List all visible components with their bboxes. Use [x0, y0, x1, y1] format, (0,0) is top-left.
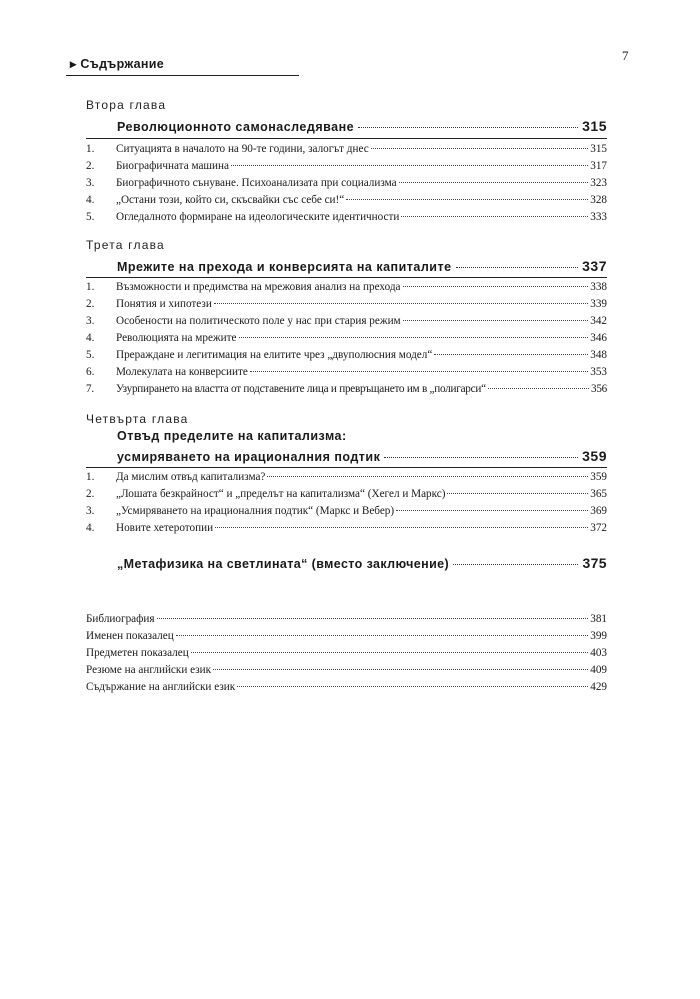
chapter-title-text: Мрежите на прехода и конверсията на капиталите [117, 260, 452, 274]
chapter-title-text: усмиряването на ирационалния подтик [117, 450, 381, 464]
toc-item[interactable] [86, 281, 607, 297]
item-number: 5. [86, 349, 95, 361]
item-page: 372 [590, 522, 607, 534]
back-matter-title: Предметен показалец [86, 647, 189, 659]
back-matter-item[interactable] [86, 664, 607, 676]
conclusion-page: 375 [582, 555, 607, 571]
item-page: 323 [590, 177, 607, 189]
toc-item[interactable] [86, 522, 607, 538]
chapter-page: 359 [582, 448, 607, 464]
toc-item[interactable] [86, 315, 607, 331]
leader-dots [176, 635, 589, 636]
item-number: 1. [86, 281, 95, 293]
item-page: 348 [590, 349, 607, 361]
leader-dots [213, 669, 588, 670]
chapter-page: 315 [582, 118, 607, 134]
toc-item[interactable] [86, 160, 607, 176]
chapter-label: Втора глава [86, 98, 167, 112]
header-label: ▸ Съдържание [70, 57, 164, 71]
back-matter-title: Резюме на английски език [86, 664, 212, 676]
header-rule [66, 75, 299, 76]
leader-dots [250, 371, 588, 372]
item-page: 369 [590, 505, 607, 517]
item-number: 4. [86, 522, 95, 534]
item-page: 339 [590, 298, 607, 310]
conclusion-title: „Метафизика на светлината“ (вместо заключение) [117, 557, 450, 571]
item-number: 4. [86, 194, 95, 206]
item-title: Узурпирането на властта от подставените лица и превръщането им в „полигарси“ [116, 383, 486, 395]
chapter-title-line1: Отвъд пределите на капитализма: [117, 429, 347, 443]
toc-item[interactable] [86, 505, 607, 521]
item-number: 5. [86, 211, 95, 223]
chapter-rule [86, 277, 607, 278]
back-matter-page: 381 [590, 613, 607, 625]
toc-item[interactable] [86, 177, 607, 193]
item-title: Биографичното сънуване. Психоанализата при социализма [116, 177, 397, 189]
leader-dots [403, 286, 589, 287]
item-title: Революцията на мрежите [116, 332, 237, 344]
toc-item[interactable] [86, 366, 607, 382]
leader-dots [401, 216, 588, 217]
item-page: 317 [590, 160, 607, 172]
back-matter-item[interactable] [86, 630, 607, 642]
chapter-label: Трета глава [86, 238, 165, 252]
item-number: 4. [86, 332, 95, 344]
item-page: 328 [590, 194, 607, 206]
item-number: 3. [86, 177, 95, 189]
item-page: 356 [590, 383, 607, 395]
back-matter-item[interactable] [86, 613, 607, 625]
conclusion-entry[interactable] [117, 555, 607, 571]
item-page: 353 [590, 366, 607, 378]
toc-item[interactable] [86, 143, 607, 159]
back-matter-item[interactable] [86, 681, 607, 693]
leader-dots [453, 564, 578, 565]
item-page: 338 [590, 281, 607, 293]
item-page: 346 [590, 332, 607, 344]
chapter-rule [86, 138, 607, 139]
item-number: 1. [86, 143, 95, 155]
chapter-title-text: Революционното самонаследяване [117, 120, 355, 134]
toc-item[interactable] [86, 471, 607, 487]
back-matter-item[interactable] [86, 647, 607, 659]
leader-dots [157, 618, 589, 619]
back-matter-title: Съдържание на английски език [86, 681, 236, 693]
toc-item[interactable] [86, 211, 607, 227]
item-number: 2. [86, 160, 95, 172]
item-number: 2. [86, 298, 95, 310]
leader-dots [488, 388, 589, 389]
item-title: „Остани този, който си, скъсвайки със себе си!“ [116, 194, 345, 206]
leader-dots [214, 303, 588, 304]
leader-dots [191, 652, 589, 653]
leader-dots [434, 354, 588, 355]
item-title: Огледалното формиране на идеологическите идентичности [116, 211, 400, 223]
toc-item[interactable] [86, 194, 607, 210]
toc-item[interactable] [86, 332, 607, 348]
toc-item[interactable] [86, 349, 607, 365]
chapter-title[interactable] [117, 118, 607, 134]
leader-dots [239, 337, 589, 338]
item-title: „Усмиряването на ирационалния подтик“ (Маркс и Вебер) [116, 505, 395, 517]
leader-dots [267, 476, 588, 477]
item-title: Възможности и предимства на мрежовия анализ на прехода [116, 281, 401, 293]
chapter-title[interactable] [117, 258, 607, 274]
item-page: 365 [590, 488, 607, 500]
page-number: 7 [622, 48, 629, 63]
item-number: 2. [86, 488, 95, 500]
leader-dots [447, 493, 588, 494]
item-title: Да мислим отвъд капитализма? [116, 471, 266, 483]
item-title: Понятия и хипотези [116, 298, 212, 310]
toc-item[interactable] [86, 383, 607, 399]
item-number: 3. [86, 505, 95, 517]
chapter-page: 337 [582, 258, 607, 274]
item-title: Особености на политическото поле у нас при стария режим [116, 315, 401, 327]
leader-dots [358, 127, 578, 128]
back-matter-page: 399 [590, 630, 607, 642]
chapter-title[interactable] [117, 448, 607, 464]
item-number: 1. [86, 471, 95, 483]
item-title: Прераждане и легитимация на елитите чрез „двуполюсния модел“ [116, 349, 433, 361]
item-title: Молекулата на конверсиите [116, 366, 248, 378]
item-number: 3. [86, 315, 95, 327]
item-page: 315 [590, 143, 607, 155]
item-title: Биографичната машина [116, 160, 229, 172]
toc-item[interactable] [86, 298, 607, 314]
item-page: 342 [590, 315, 607, 327]
leader-dots [231, 165, 588, 166]
back-matter-title: Именен показалец [86, 630, 174, 642]
item-title: Ситуацията в началото на 90-те години, залогът днес [116, 143, 369, 155]
back-matter-page: 429 [590, 681, 607, 693]
leader-dots [456, 267, 579, 268]
leader-dots [384, 457, 578, 458]
leader-dots [396, 510, 588, 511]
item-page: 333 [590, 211, 607, 223]
leader-dots [371, 148, 589, 149]
item-number: 7. [86, 383, 94, 395]
toc-item[interactable] [86, 488, 607, 504]
leader-dots [346, 199, 588, 200]
leader-dots [237, 686, 588, 687]
item-title: Новите хетеротопии [116, 522, 214, 534]
back-matter-title: Библиография [86, 613, 155, 625]
item-page: 359 [590, 471, 607, 483]
leader-dots [403, 320, 589, 321]
back-matter-page: 403 [590, 647, 607, 659]
item-title: „Лошата безкрайност“ и „пределът на капитализма“ (Хегел и Маркс) [116, 488, 446, 500]
item-number: 6. [86, 366, 95, 378]
chapter-label: Четвърта глава [86, 412, 189, 426]
chapter-rule [86, 467, 607, 468]
leader-dots [215, 527, 588, 528]
leader-dots [399, 182, 589, 183]
back-matter-page: 409 [590, 664, 607, 676]
